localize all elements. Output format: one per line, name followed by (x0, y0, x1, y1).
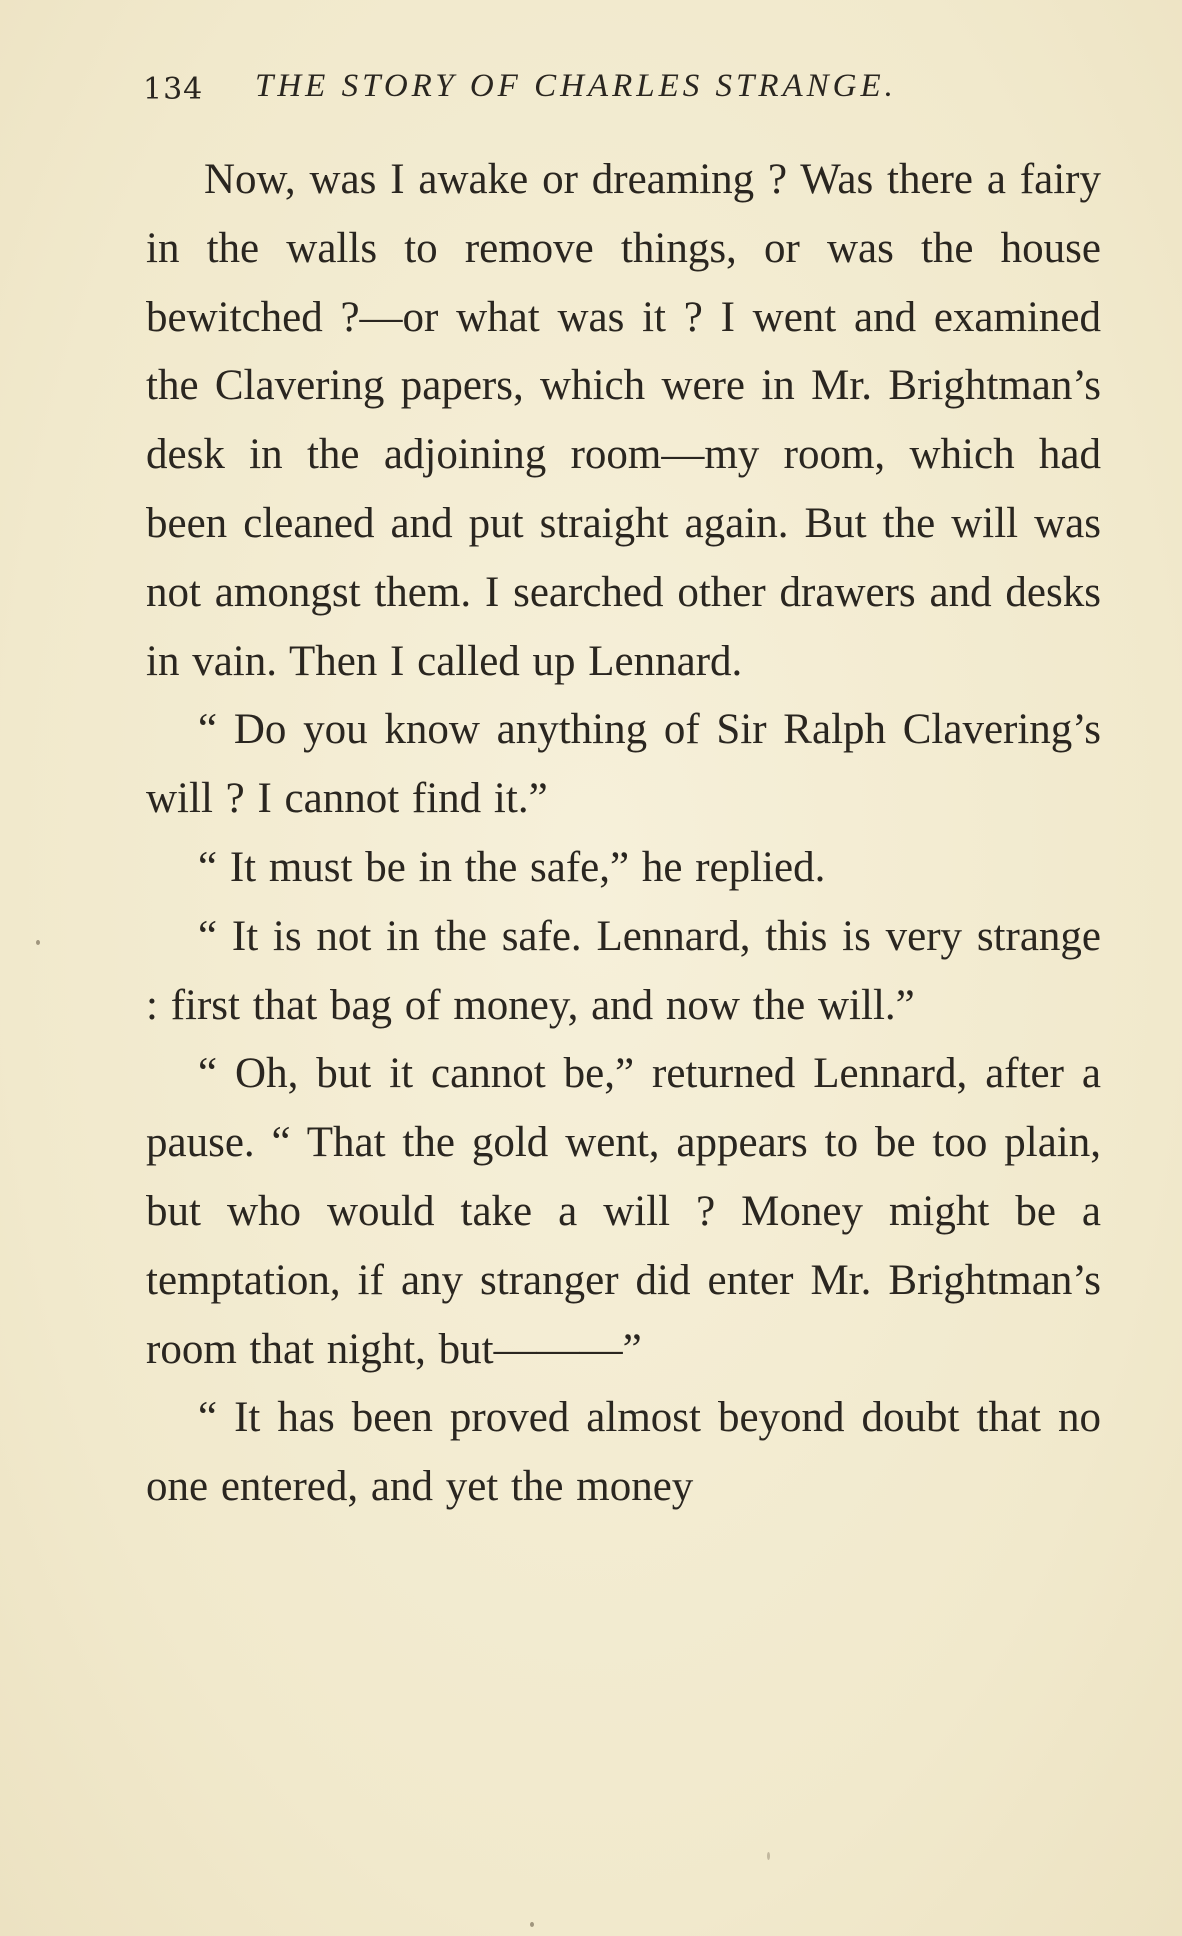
page-number: 134 (143, 72, 204, 107)
running-title: THE STORY OF CHARLES STRANGE. (255, 68, 897, 104)
body-text (146, 146, 1101, 1522)
paragraph-1: Now, was I awake or dreaming ? Was there a fairy in the walls to remove things, or was the house bewitched ?—or what was it ? I went and examined the Clavering papers, which were in Mr. Brightman’s desk in the adjoining room—my room, which had been cleaned and put straight again. But the will was not amongst them. I searched other drawers and desks in vain. Then I called up Lennard. (146, 156, 1101, 685)
paragraph-4: “ It is not in the safe. Lennard, this is very strange : first that bag of money, and now the will.” (146, 912, 1101, 1029)
paragraph-2: “ Do you know anything of Sir Ralph Clavering’s will ? I cannot find it.” (146, 706, 1101, 823)
paragraph-3: “ It must be in the safe,” he replied. (198, 843, 826, 891)
paragraph-6: “ It has been proved almost beyond doubt that no one entered, and yet the money (146, 1394, 1101, 1511)
page-header (143, 62, 1103, 118)
paper-speck (36, 940, 40, 945)
paragraph-5: “ Oh, but it cannot be,” returned Lennard, after a pause. “ That the gold went, appears to be too plain, but who would take a will ? Money might be a temptation, if any stranger did enter Mr. Brightman’s room that night, but———” (146, 1050, 1101, 1373)
paper-speck (530, 1922, 534, 1927)
paper-speck (767, 1852, 770, 1860)
